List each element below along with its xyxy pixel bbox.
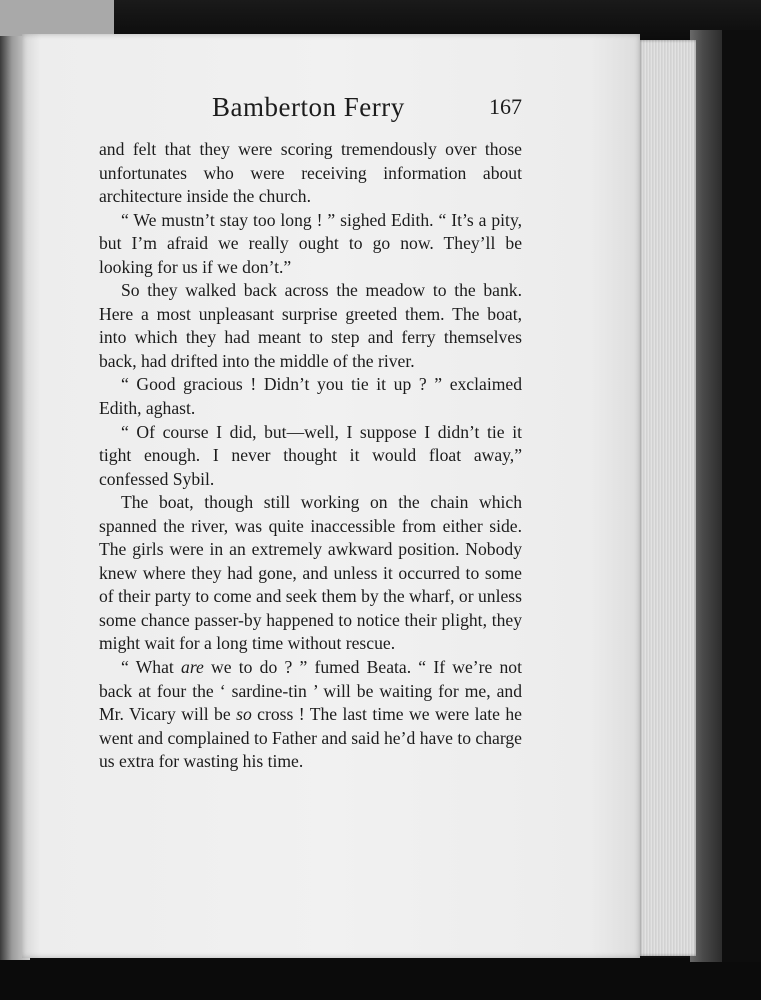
paragraph: The boat, though still working on the chain which spanned the river, was quite inaccessible from either side. The girls were in an extremely awkward position. Nobody knew where they had gone, and unless it occurred to some of their party to come and seek them by the wharf, or unless some chance passer-by happened to notice their plight, they might wait for a long time without rescue. — [99, 492, 522, 654]
paragraph: “ We mustn’t stay too long ! ” sighed Edith. “ It’s a pity, but I’m afraid we really ought to go now. They’ll be looking for us if we don’t.” — [99, 209, 522, 277]
paragraph: and felt that they were scoring tremendously over those unfortunates who were receiving information about architecture inside the church. — [99, 139, 522, 207]
paragraph — [99, 656, 522, 774]
page-number: 167 — [489, 94, 522, 119]
scan-edge-strip — [0, 0, 114, 38]
text-run: we to do ? ” fumed Beata. “ If we’re not back at four the ‘ sardine-tin ’ will be waiting for me, and Mr. Vicary will be — [99, 657, 522, 725]
cover-shadow — [722, 30, 761, 962]
paragraph: “ Good gracious ! Didn’t you tie it up ? ” exclaimed Edith, aghast. — [99, 374, 522, 419]
page-header — [90, 92, 522, 132]
text-run: cross ! The last time we were late he went and complained to Father and said he’d have to charge us extra for wasting his time. — [99, 704, 522, 772]
paragraph: So they walked back across the meadow to the bank. Here a most unpleasant surprise greeted them. The boat, into which they had meant to step and ferry themselves back, had drifted into the middle of the river. — [99, 280, 522, 371]
paragraph: “ Of course I did, but—well, I suppose I didn’t tie it tight enough. I never thought it would float away,” confessed Sybil. — [99, 421, 522, 489]
italic-word: are — [181, 657, 204, 678]
backdrop-bottom — [0, 958, 761, 1000]
text-run: “ What — [121, 657, 182, 678]
running-head: Bamberton Ferry — [212, 92, 405, 122]
body-text — [99, 138, 522, 774]
page-stack-edge — [640, 40, 696, 956]
italic-word: so — [236, 704, 252, 725]
